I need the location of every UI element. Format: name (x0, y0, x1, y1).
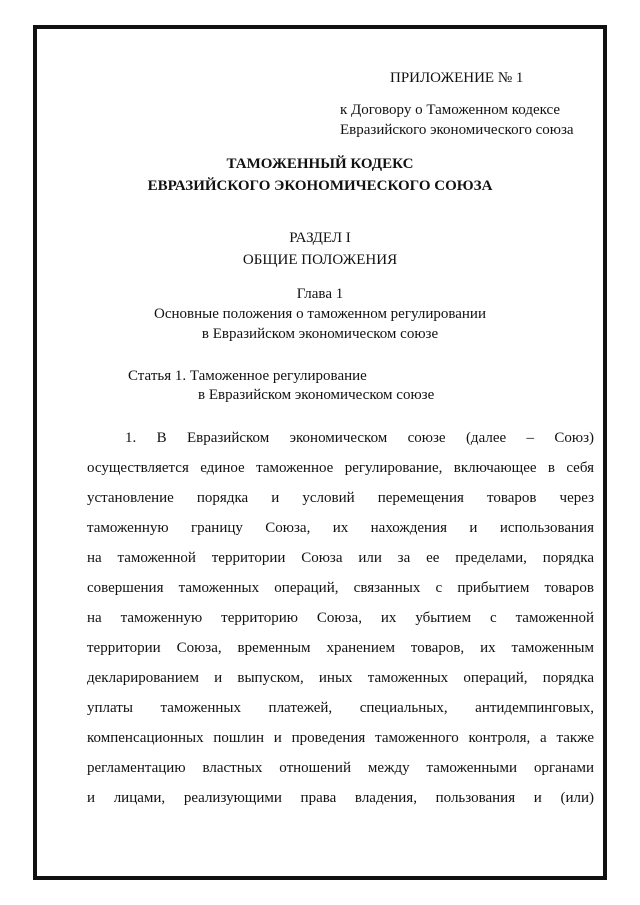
code-title-line: ТАМОЖЕННЫЙ КОДЕКС (226, 156, 414, 172)
section-heading (60, 227, 580, 271)
body-line: территории Союза, временным хранением товаров, их таможенным (87, 640, 594, 656)
section-number: РАЗДЕЛ I (289, 230, 351, 246)
annex-reference-line: Евразийского экономического союза (340, 122, 574, 138)
body-line: уплаты таможенных платежей, специальных, антидемпинговых, (87, 700, 594, 716)
article-title: Статья 1. Таможенное регулирование (128, 368, 367, 384)
code-title-line: ЕВРАЗИЙСКОГО ЭКОНОМИЧЕСКОГО СОЮЗА (147, 178, 493, 194)
annex-reference (340, 100, 574, 140)
article-title-continuation: в Евразийском экономическом союзе (198, 387, 435, 403)
body-line: и лицами, реализующими права владения, пользования и (или) (87, 790, 594, 806)
body-line: совершения таможенных операций, связанных с прибытием товаров (87, 580, 594, 596)
body-line: на таможенной территории Союза или за ее пределами, порядка (87, 550, 594, 566)
body-line: 1. В Евразийском экономическом союзе (далее – Союз) (125, 430, 594, 446)
body-line: установление порядка и условий перемещения товаров через (87, 490, 594, 506)
body-line: осуществляется единое таможенное регулирование, включающее в себя (87, 460, 594, 476)
body-line: на таможенную территорию Союза, их убытием с таможенной (87, 610, 594, 626)
annex-title: ПРИЛОЖЕНИЕ № 1 (390, 70, 524, 86)
annex-reference-line: к Договору о Таможенном кодексе (340, 102, 561, 118)
body-line: таможенную границу Союза, их нахождения и использования (87, 520, 594, 536)
body-line: регламентацию властных отношений между таможенными органами (87, 760, 594, 776)
chapter-name-line: в Евразийском экономическом союзе (201, 326, 439, 342)
chapter-heading (60, 284, 580, 344)
section-name: ОБЩИЕ ПОЛОЖЕНИЯ (242, 252, 398, 268)
article-body (87, 423, 594, 813)
body-line: декларированием и выпуском, иных таможенных операций, порядка (87, 670, 594, 686)
chapter-number: Глава 1 (296, 286, 344, 302)
code-title (60, 153, 580, 197)
chapter-name-line: Основные положения о таможенном регулировании (154, 306, 486, 322)
body-line: компенсационных пошлин и проведения таможенного контроля, а также (87, 730, 594, 746)
